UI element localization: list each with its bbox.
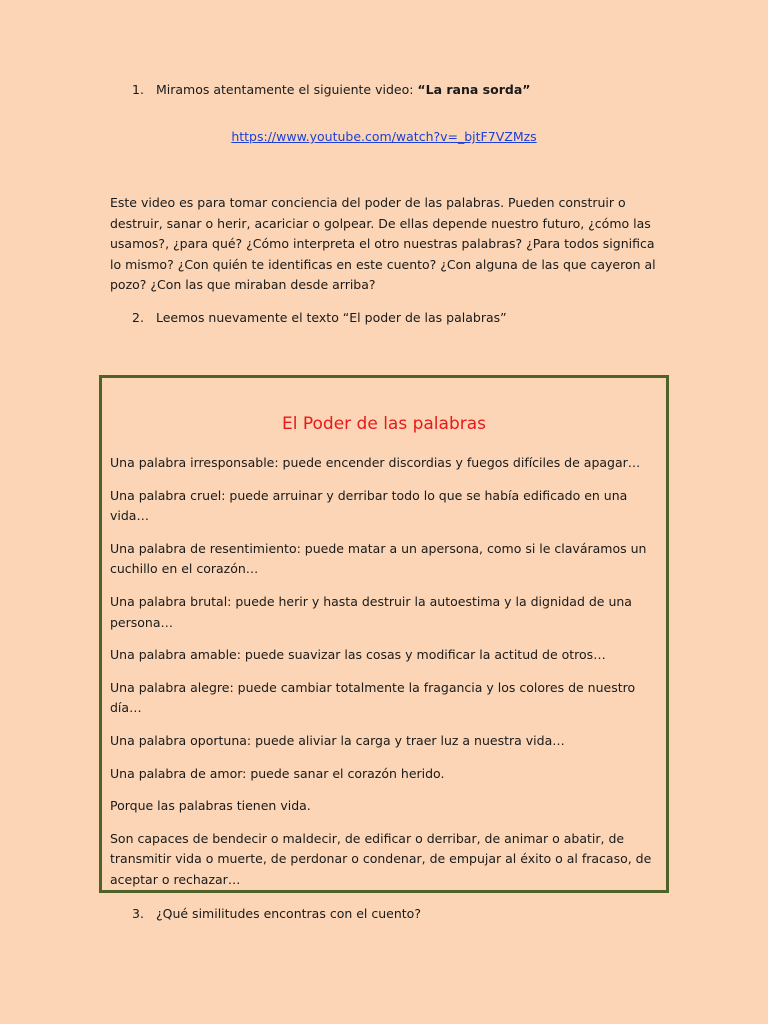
box-paragraph: Una palabra brutal: puede herir y hasta destruir la autoestima y la dignidad de una persona… <box>110 593 632 630</box>
list-number: 1. <box>132 82 144 97</box>
box-paragraph: Una palabra irresponsable: puede encender discordias y fuegos difíciles de apagar… <box>110 455 641 470</box>
video-link[interactable]: https://www.youtube.com/watch?v=_bjtF7VZMzs <box>231 129 537 144</box>
list-item-2 <box>132 308 507 328</box>
box-paragraph: Una palabra alegre: puede cambiar totalmente la fragancia y los colores de nuestro día… <box>110 679 636 716</box>
box-paragraph: Son capaces de bendecir o maldecir, de edificar o derribar, de animar o abatir, de transmitir vida o muerte, de perdonar o condenar, de empujar al éxito o al fracaso, de aceptar o rechazar… <box>110 830 652 887</box>
list-item-text: Leemos nuevamente el texto “El poder de las palabras” <box>156 310 507 325</box>
list-item-text: ¿Qué similitudes encontras con el cuento? <box>156 906 421 921</box>
box-paragraph: Una palabra amable: puede suavizar las cosas y modificar la actitud de otros… <box>110 647 606 663</box>
list-item-3 <box>132 904 421 924</box>
box-paragraph: Una palabra de amor: puede sanar el corazón herido. <box>110 765 445 781</box>
box-paragraph: Una palabra oportuna: puede aliviar la carga y traer luz a nuestra vida… <box>110 732 565 748</box>
box-title: El Poder de las palabras <box>281 414 487 434</box>
list-number: 3. <box>132 906 144 921</box>
video-title: “La rana sorda” <box>417 82 531 97</box>
text-box <box>99 375 669 893</box>
box-paragraph: Porque las palabras tienen vida. <box>110 798 311 814</box>
box-paragraph: Una palabra de resentimiento: puede matar a un apersona, como si le claváramos un cuchillo en el corazón… <box>110 540 647 577</box>
box-body <box>110 453 660 903</box>
list-item-text: Miramos atentamente el siguiente video: <box>156 82 418 97</box>
list-item-1 <box>132 80 530 100</box>
list-number: 2. <box>132 310 144 325</box>
box-paragraph: Una palabra cruel: puede arruinar y derribar todo lo que se había edificado en una vida… <box>110 487 628 524</box>
intro-paragraph: Este video es para tomar conciencia del poder de las palabras. Pueden construir o destruir, sanar o herir, acariciar o golpear. De ellas depende nuestro futuro, ¿cómo las usamos?, ¿para qué? ¿Cómo interpreta el otro nuestras palabras? ¿Para todos significa lo mismo? ¿Con quién te identificas en este cuento? ¿Con alguna de las que cayeron al pozo? ¿Con las que miraban desde arriba? <box>110 195 656 293</box>
